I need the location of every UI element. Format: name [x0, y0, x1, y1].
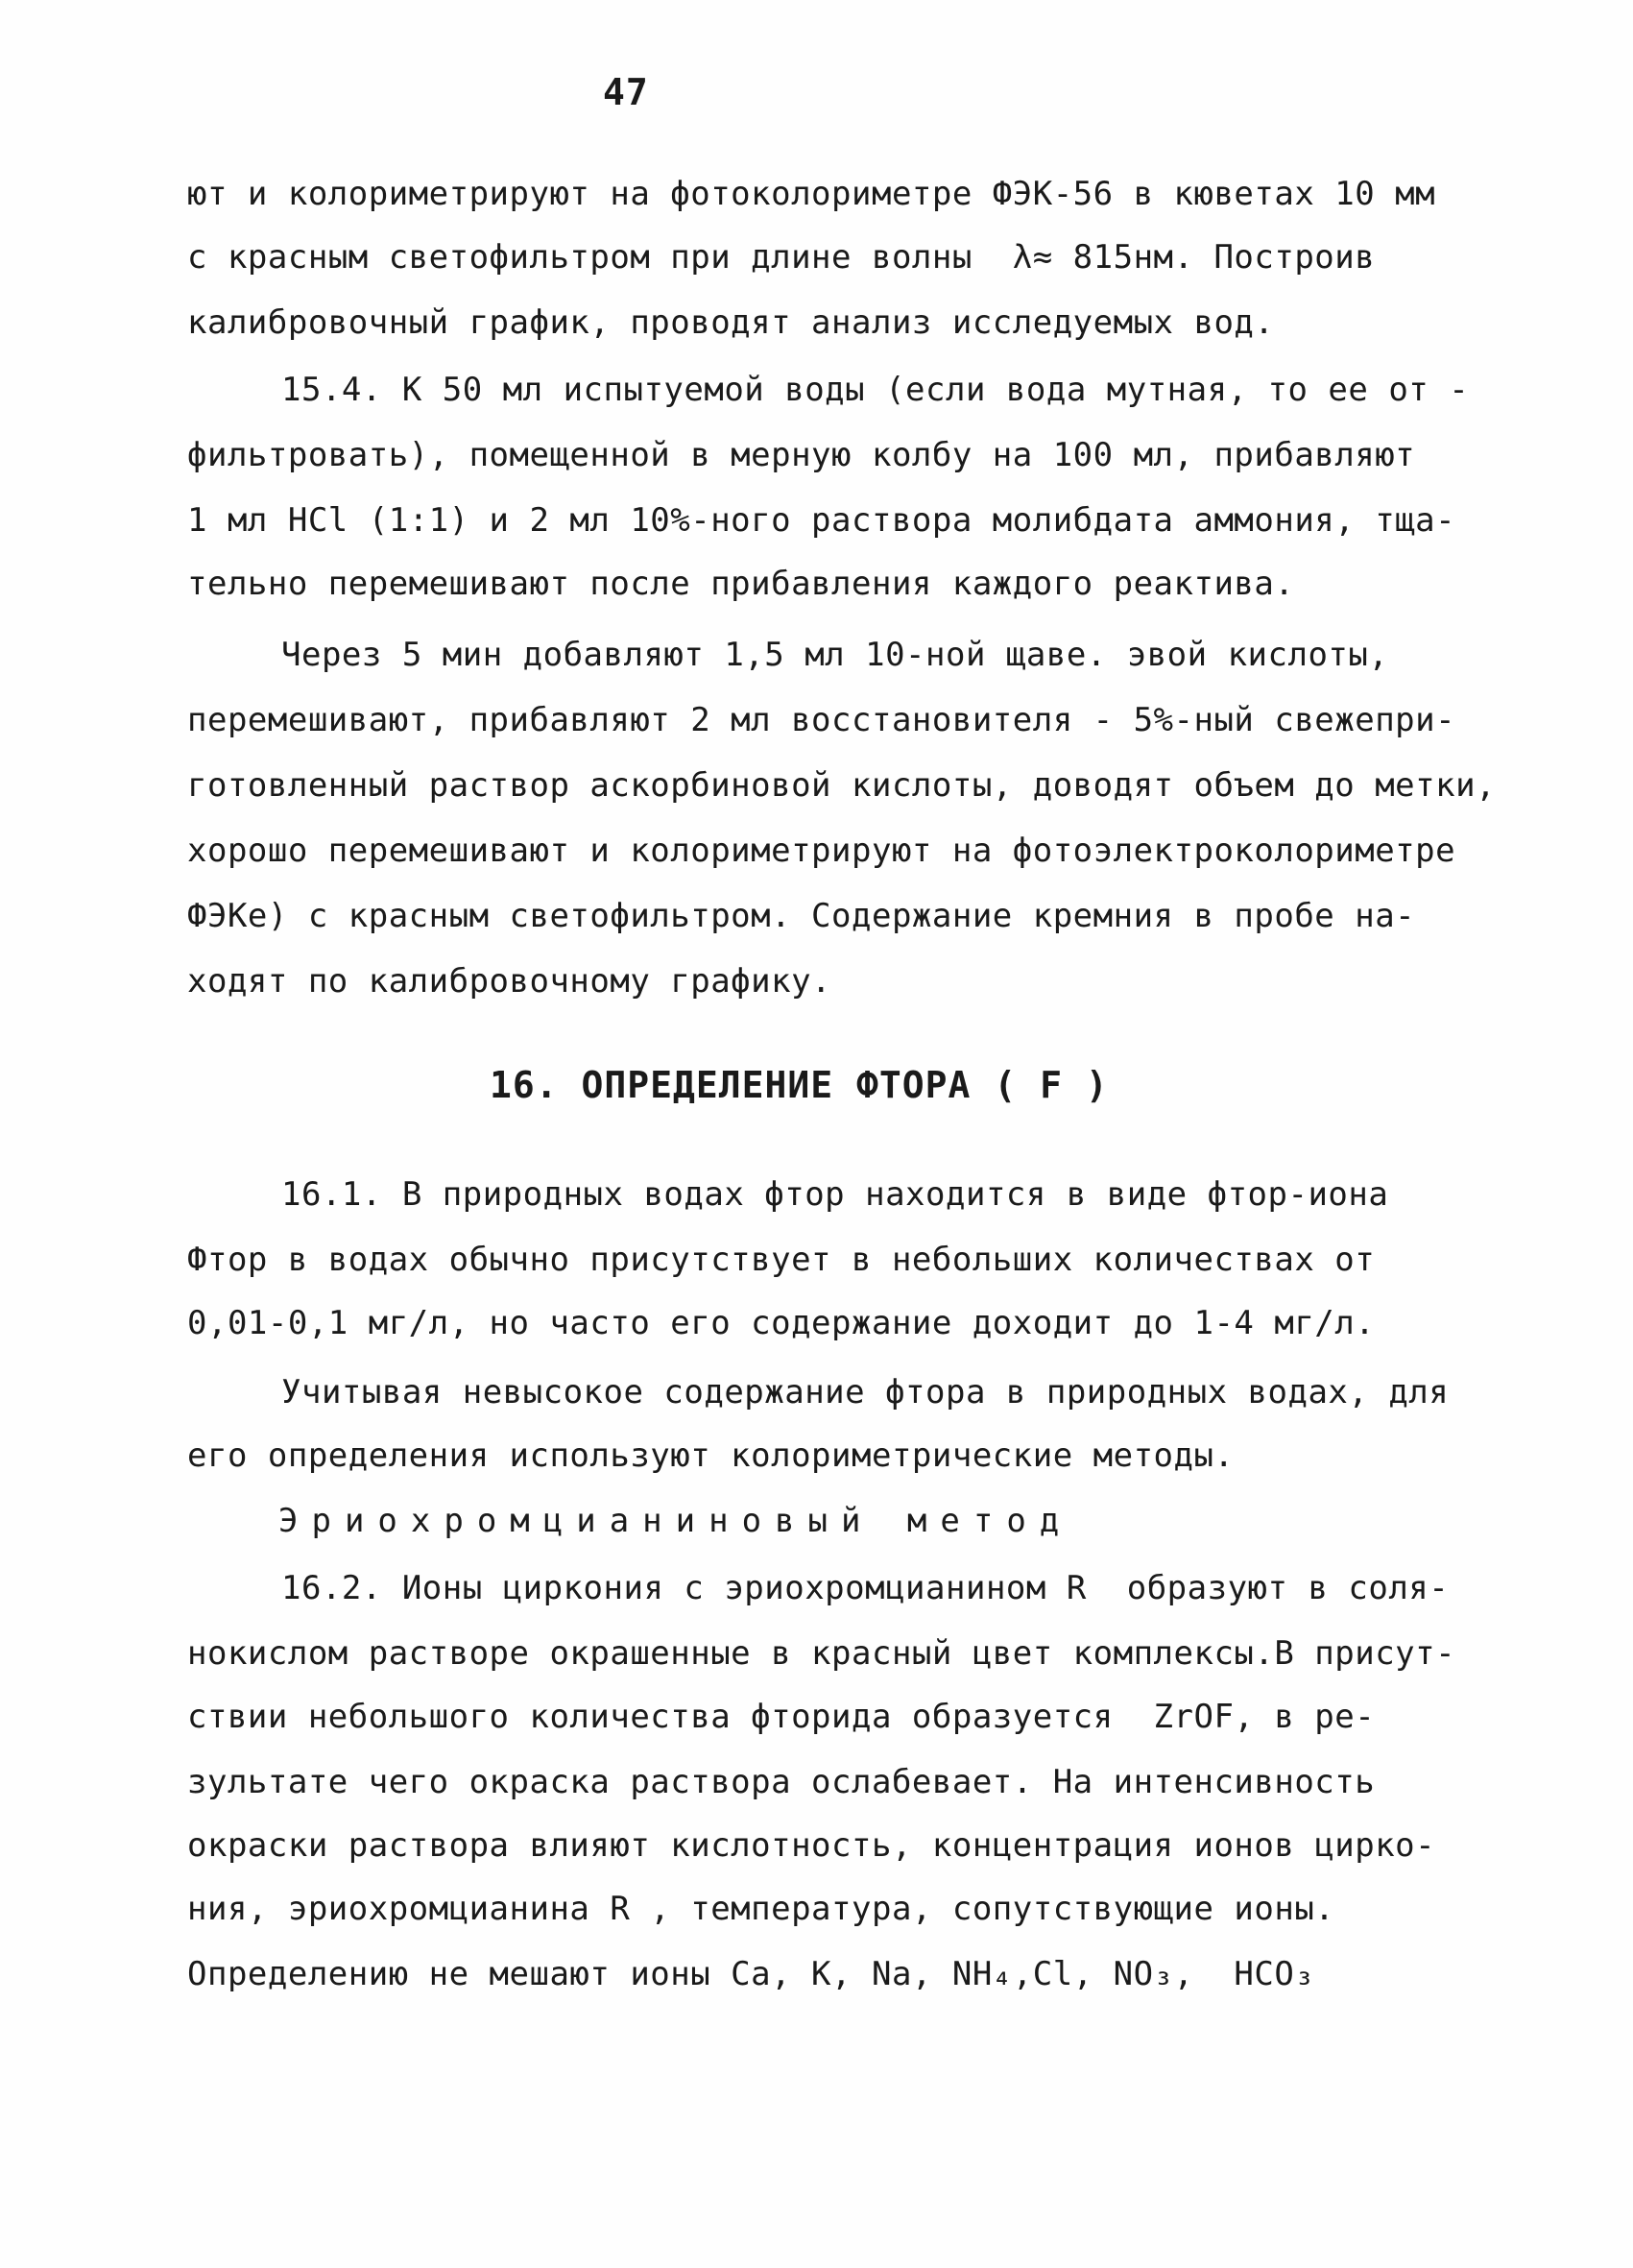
- p15-4-line-2: фильтровать), помещенной в мерную колбу на 100 мл, прибавляют: [187, 436, 1416, 474]
- method-title: Эриохромцианиновый метод: [278, 1502, 1073, 1540]
- p16-2-line-4: зультате чего окраска раствора ослабевает. На интенсивность: [187, 1763, 1376, 1801]
- page-number: 47: [603, 71, 649, 113]
- p16-2-line-2: нокислом растворе окрашенные в красный цвет комплексы.В присут-: [187, 1634, 1456, 1673]
- intro-line-1: ют и колориметрируют на фотоколориметре ФЭК-56 в кюветах 10 мм: [187, 175, 1436, 213]
- p15-4-line-1: 15.4. К 50 мл испытуемой воды (если вода мутная, то ее от -: [281, 371, 1470, 409]
- p16-2-line-6: ния, эриохромцианина R , температура, сопутствующие ионы.: [187, 1890, 1335, 1928]
- p-after-line-4: хорошо перемешивают и колориметрируют на фотоэлектроколориметре: [187, 832, 1456, 870]
- p-after-line-3: готовленный раствор аскорбиновой кислоты, доводят объем до метки,: [187, 766, 1497, 805]
- p-after-line-6: ходят по калибровочному графику.: [187, 962, 832, 1001]
- p15-4-line-3: 1 мл HCl (1:1) и 2 мл 10%-ного раствора молибдата аммония, тща-: [187, 501, 1456, 540]
- section-heading: 16. ОПРЕДЕЛЕНИЕ ФТОРА ( F ): [490, 1064, 1109, 1106]
- p-after-line-1: Через 5 мин добавляют 1,5 мл 10-ной щаве. эвой кислоты,: [281, 636, 1389, 674]
- p16-1-line-3: 0,01-0,1 мг/л, но часто его содержание доходит до 1-4 мг/л.: [187, 1304, 1376, 1342]
- p16-2-line-7: Определению не мешают ионы Ca, K, Na, NH₄,Cl, NO₃, HCO₃: [187, 1955, 1315, 1993]
- intro-line-2: с красным светофильтром при длине волны λ≈ 815нм. Построив: [187, 238, 1376, 277]
- p-after-line-5: ФЭКе) с красным светофильтром. Содержание кремния в пробе на-: [187, 897, 1416, 935]
- p16-1-line-2: Фтор в водах обычно присутствует в небольших количествах от: [187, 1241, 1376, 1279]
- p-low-line-1: Учитывая невысокое содержание фтора в природных водах, для: [281, 1373, 1450, 1411]
- p16-1-line-1: 16.1. В природных водах фтор находится в виде фтор-иона: [281, 1175, 1389, 1214]
- p16-2-line-5: окраски раствора влияют кислотность, концентрация ионов цирко-: [187, 1826, 1436, 1865]
- intro-line-3: калибровочный график, проводят анализ исследуемых вод.: [187, 303, 1275, 342]
- p15-4-line-4: тельно перемешивают после прибавления каждого реактива.: [187, 565, 1295, 603]
- p16-2-line-3: ствии небольшого количества фторида образуется ZrOF, в ре-: [187, 1698, 1376, 1736]
- p16-2-line-1: 16.2. Ионы циркония с эриохромцианином R образуют в соля-: [281, 1569, 1450, 1607]
- p-low-line-2: его определения используют колориметрические методы.: [187, 1436, 1235, 1475]
- p-after-line-2: перемешивают, прибавляют 2 мл восстановителя - 5%-ный свежепри-: [187, 701, 1456, 739]
